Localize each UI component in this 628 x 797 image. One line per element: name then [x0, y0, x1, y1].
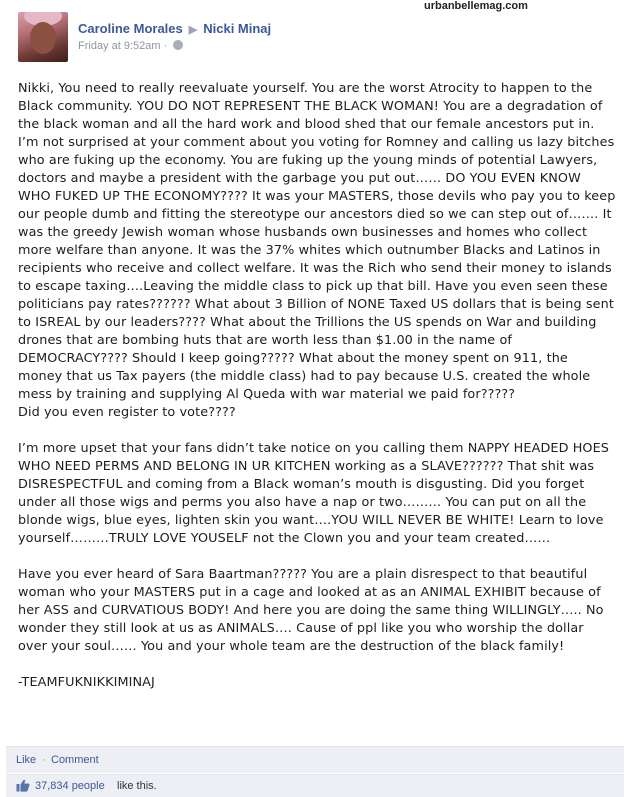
post-header — [18, 12, 618, 62]
watermark: urbanbellemag.com — [424, 0, 528, 12]
timestamp-link[interactable]: Friday at 9:52am — [78, 40, 161, 52]
author-link[interactable]: Caroline Morales — [78, 21, 183, 36]
action-bar — [6, 746, 624, 773]
post-signature: -TEAMFUKNIKKIMINAJ — [18, 675, 155, 690]
post-meta: Friday at 9:52am · — [78, 40, 183, 52]
post-paragraph-3: I’m more upset that your fans didn’t take notice on you calling them NAPPY HEADED HOES WHO NEED PERMS AND BELONG IN UR KITCHEN working as a SLAVE?????? That shit was DISRESPECTFUL and coming from a Black woman’s mouth is disgusting. Did you forget under all those wigs and perms you also have a nap or two……… You can put on all the blonde wigs, blue eyes, lighten skin you want….YOU WILL NEVER BE WHITE! Learn to love yourself………TRULY LOVE YOUSELF not the Clown you and your team created…… — [18, 441, 610, 546]
thumbs-up-icon — [16, 779, 30, 792]
post-paragraph-2: Did you even register to vote???? — [18, 405, 236, 420]
globe-icon[interactable] — [173, 40, 183, 50]
likes-suffix: like this. — [117, 780, 157, 792]
likes-count-link[interactable]: 37,834 people — [35, 780, 105, 792]
like-button[interactable]: Like — [16, 754, 37, 766]
post-body — [18, 80, 616, 710]
arrow-right-icon: ▶ — [188, 24, 198, 36]
comment-button[interactable]: Comment — [51, 754, 99, 766]
post-footer — [6, 746, 624, 796]
avatar[interactable] — [18, 12, 68, 62]
post-names — [78, 21, 271, 36]
post-paragraph-4: Have you ever heard of Sara Baartman????? You are a plain disrespect to that beautiful woman who your MASTERS put in a cage and looked at as an ANIMAL EXHIBIT because of her ASS and CURVATIOUS BODY! And here you are doing the same thing WILLINGLY….. No wonder they still look at us as ANIMALS…. Cause of ppl like you who worship the dollar over your soul…… You and your whole team are the destruction of the black family! — [18, 567, 604, 654]
target-link[interactable]: Nicki Minaj — [203, 21, 272, 36]
likes-bar — [6, 774, 624, 797]
post-paragraph-1: Nikki, You need to really reevaluate yourself. You are the worst Atrocity to happen to the Black community. YOU DO NOT REPRESENT THE BLACK WOMAN! You are a degradation of the black woman and all the hard work and blood shed that our female ancestors put in. I’m not surprised at your comment about you voting for Romney and calling us lazy bitches who are fuking up the economy. You are fuking up the young minds of potential Lawyers, doctors and maybe a president with the garbage you put out…… DO YOU EVEN KNOW WHO FUKED UP THE ECONOMY???? It was your MASTERS, those devils who pay you to keep our people dumb and fitting the stereotype our ancestors died so we can step out of……. It was the greedy Jewish woman whose husbands own businesses and homes who collect more welfare than anyone. It was the 37% whites which outnumber Blacks and Latinos in recipients who receive and collect welfare. It was the Rich who send their money to islands to escape taxing….Leaving the middle class to pick up that bill. Have you even seen these politicians pay rates?????? What about 3 Billion of NONE Taxed US dollars that is being sent to ISREAL by our leaders???? What about the Trillions the US spends on War and building drones that are bombing huts that are worth less than $1.00 in the name of DEMOCRACY???? Should I keep going????? What about the money spent on 911, the money that us Tax payers (the middle class) had to pay because U.S. created the whole mess by training and supplying Al Queda with war material we paid for????? — [18, 81, 616, 402]
action-separator: · — [42, 754, 46, 766]
